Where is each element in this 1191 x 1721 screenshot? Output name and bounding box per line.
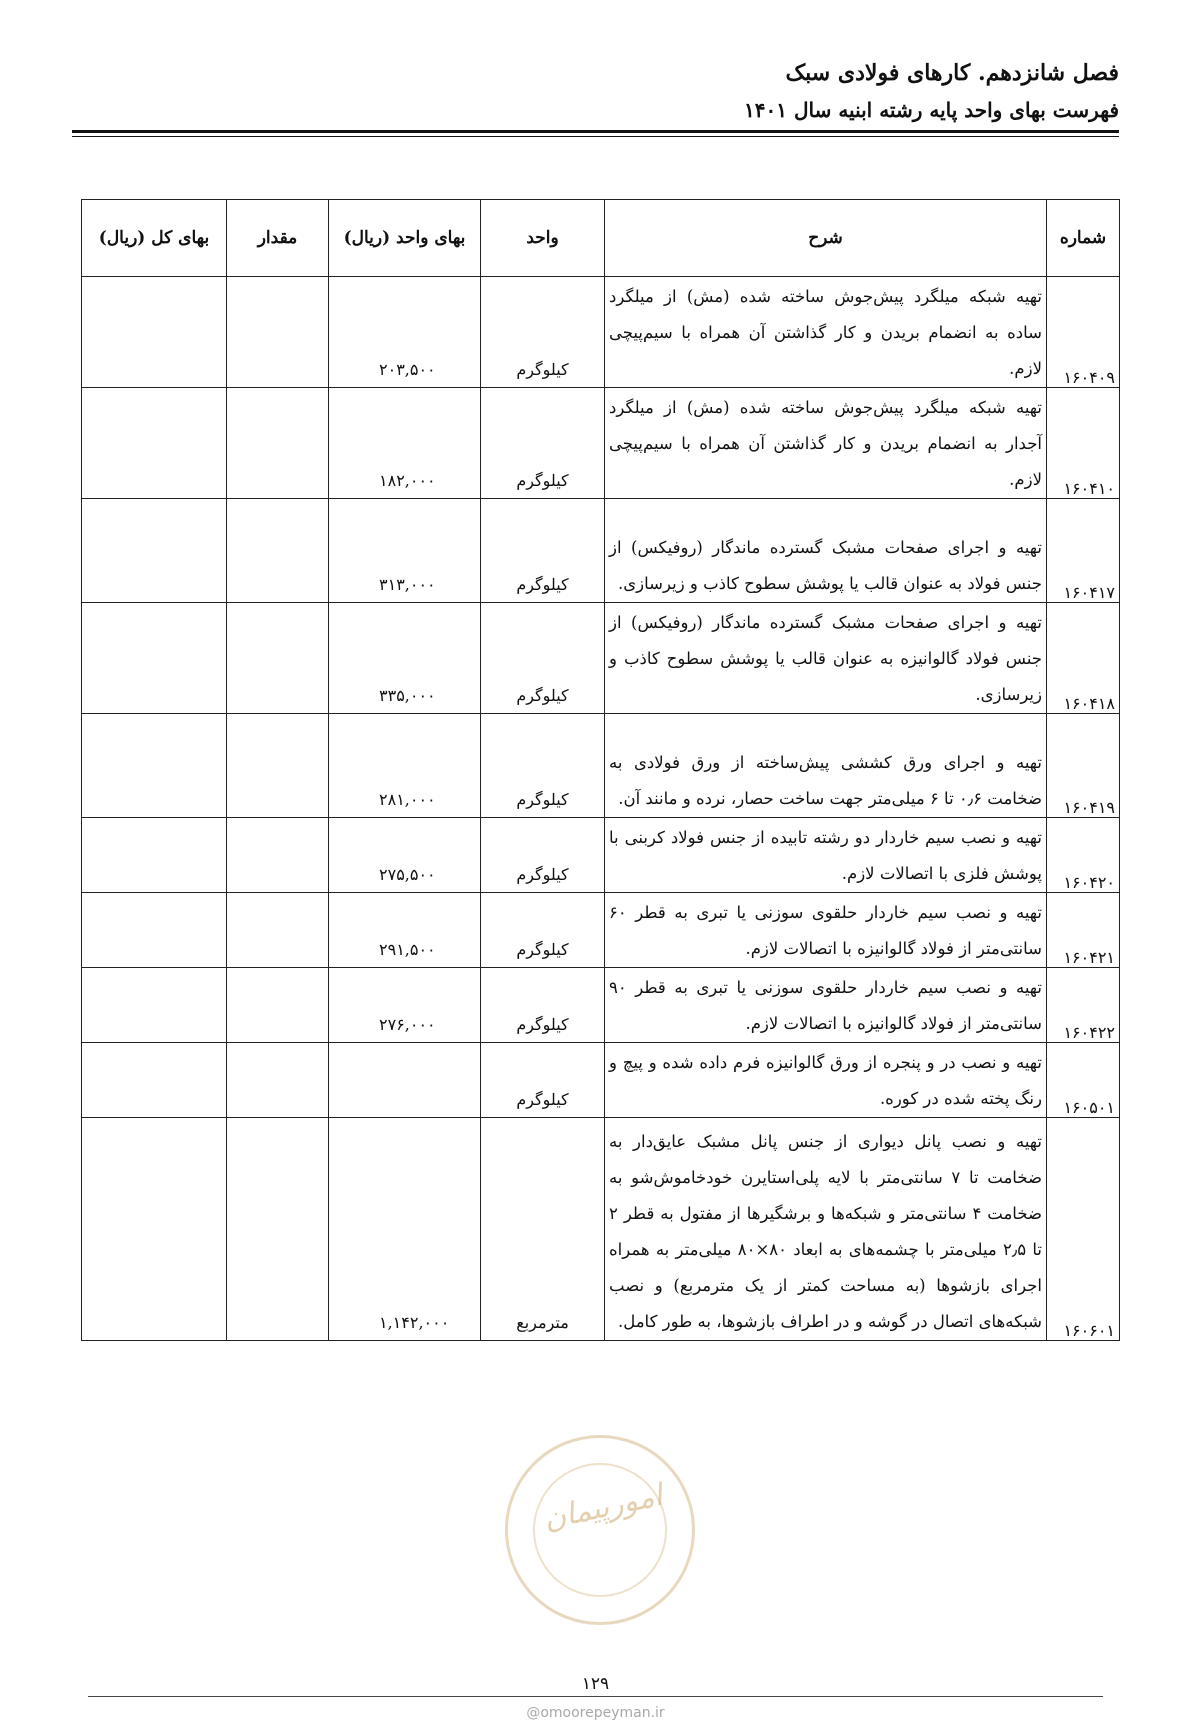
table-row [82, 968, 1120, 1043]
chapter-title: فصل شانزدهم. کارهای فولادی سبک [785, 60, 1119, 86]
item-number: ۱۶۰۴۱۷ [1047, 499, 1120, 603]
col-header-number: شماره [1047, 200, 1120, 277]
item-unit: کیلوگرم [481, 388, 605, 499]
item-total-price [82, 277, 227, 388]
item-quantity [227, 388, 329, 499]
footer-rule [88, 1696, 1103, 1697]
table-header-row [82, 200, 1120, 277]
item-unit-price: ۲۷۵,۵۰۰ [329, 818, 481, 893]
item-number: ۱۶۰۴۲۲ [1047, 968, 1120, 1043]
item-unit: کیلوگرم [481, 1043, 605, 1118]
item-total-price [82, 968, 227, 1043]
item-unit: کیلوگرم [481, 893, 605, 968]
table-row [82, 893, 1120, 968]
item-number: ۱۶۰۴۲۱ [1047, 893, 1120, 968]
col-header-total-price: بهای کل (ریال) [82, 200, 227, 277]
header-rule-thin [72, 136, 1119, 137]
item-quantity [227, 499, 329, 603]
website-watermark: @omoorepeyman.ir [526, 1705, 665, 1721]
watermark-logo-script: امورپیمان [540, 1477, 666, 1538]
table-row [82, 277, 1120, 388]
item-unit: مترمربع [481, 1118, 605, 1341]
price-list-title: فهرست بهای واحد پایه رشته ابنیه سال ۱۴۰۱ [744, 98, 1119, 122]
col-header-description: شرح [605, 200, 1047, 277]
item-total-price [82, 388, 227, 499]
item-number: ۱۶۰۴۱۸ [1047, 603, 1120, 714]
item-description: تهیه و نصب پانل دیواری از جنس پانل مشبک عایق‌دار به ضخامت تا ۷ سانتی‌متر با لایه پلی‌استایرن خودخاموش‌شو به ضخامت ۴ سانتی‌متر و شبکه‌ها و برشگیرها از مفتول به قطر ۲ تا ۲٫۵ میلی‌متر با چشمه‌های به ابعاد ۸۰×۸۰ میلی‌متر به همراه اجرای بازشوها (به مساحت کمتر از یک مترمربع) و نصب شبکه‌های اتصال در گوشه و در اطراف بازشوها، به طور کامل. [605, 1118, 1047, 1341]
item-unit-price: ۳۳۵,۰۰۰ [329, 603, 481, 714]
item-unit-price: ۳۱۳,۰۰۰ [329, 499, 481, 603]
item-number: ۱۶۰۴۰۹ [1047, 277, 1120, 388]
item-description: تهیه و اجرای صفحات مشبک گسترده ماندگار (روفیکس) از جنس فولاد گالوانیزه به عنوان قالب یا پوشش سطوح کاذب و زیرسازی. [605, 603, 1047, 714]
item-quantity [227, 818, 329, 893]
item-quantity [227, 1118, 329, 1341]
table-row [82, 818, 1120, 893]
header-rule-thick [72, 130, 1119, 133]
item-number: ۱۶۰۴۲۰ [1047, 818, 1120, 893]
item-unit: کیلوگرم [481, 499, 605, 603]
table-row [82, 1043, 1120, 1118]
table-row [82, 714, 1120, 818]
item-number: ۱۶۰۶۰۱ [1047, 1118, 1120, 1341]
item-unit: کیلوگرم [481, 603, 605, 714]
item-description: تهیه شبکه میلگرد پیش‌جوش ساخته شده (مش) از میلگرد آجدار به انضمام بریدن و کار گذاشتن آن همراه با سیم‌پیچی لازم. [605, 388, 1047, 499]
table-row [82, 388, 1120, 499]
item-unit: کیلوگرم [481, 968, 605, 1043]
item-unit-price: ۲۰۳,۵۰۰ [329, 277, 481, 388]
item-total-price [82, 714, 227, 818]
col-header-quantity: مقدار [227, 200, 329, 277]
item-number: ۱۶۰۵۰۱ [1047, 1043, 1120, 1118]
item-total-price [82, 1118, 227, 1341]
item-description: تهیه و نصب در و پنجره از ورق گالوانیزه فرم داده شده و پیچ و رنگ پخته شده در کوره. [605, 1043, 1047, 1118]
page-number: ۱۲۹ [581, 1674, 610, 1694]
item-description: تهیه و نصب سیم خاردار دو رشته تابیده از جنس فولاد کربنی با پوشش فلزی با اتصالات لازم. [605, 818, 1047, 893]
item-quantity [227, 714, 329, 818]
item-total-price [82, 603, 227, 714]
item-quantity [227, 277, 329, 388]
price-table [81, 199, 1120, 1341]
item-quantity [227, 968, 329, 1043]
table-row [82, 499, 1120, 603]
item-total-price [82, 893, 227, 968]
item-unit-price: ۱,۱۴۲,۰۰۰ [329, 1118, 481, 1341]
item-description: تهیه شبکه میلگرد پیش‌جوش ساخته شده (مش) از میلگرد ساده به انضمام بریدن و کار گذاشتن آن همراه با سیم‌پیچی لازم. [605, 277, 1047, 388]
table-body [82, 277, 1120, 1341]
item-unit-price: ۲۸۱,۰۰۰ [329, 714, 481, 818]
item-number: ۱۶۰۴۱۹ [1047, 714, 1120, 818]
item-unit: کیلوگرم [481, 818, 605, 893]
item-unit: کیلوگرم [481, 714, 605, 818]
item-total-price [82, 499, 227, 603]
item-unit: کیلوگرم [481, 277, 605, 388]
item-description: تهیه و اجرای صفحات مشبک گسترده ماندگار (روفیکس) از جنس فولاد به عنوان قالب یا پوشش سطوح کاذب و زیرسازی. [605, 499, 1047, 603]
item-quantity [227, 603, 329, 714]
item-description: تهیه و نصب سیم خاردار حلقوی سوزنی یا تبری به قطر ۹۰ سانتی‌متر از فولاد گالوانیزه با اتصالات لازم. [605, 968, 1047, 1043]
col-header-unit: واحد [481, 200, 605, 277]
item-number: ۱۶۰۴۱۰ [1047, 388, 1120, 499]
item-unit-price: ۱۸۲,۰۰۰ [329, 388, 481, 499]
col-header-unit-price: بهای واحد (ریال) [329, 200, 481, 277]
table-row [82, 1118, 1120, 1341]
item-quantity [227, 1043, 329, 1118]
item-unit-price [329, 1043, 481, 1118]
item-unit-price: ۲۷۶,۰۰۰ [329, 968, 481, 1043]
item-unit-price: ۲۹۱,۵۰۰ [329, 893, 481, 968]
omoore-peyman-watermark-logo [505, 1435, 695, 1625]
table-row [82, 603, 1120, 714]
item-description: تهیه و نصب سیم خاردار حلقوی سوزنی یا تبری به قطر ۶۰ سانتی‌متر از فولاد گالوانیزه با اتصالات لازم. [605, 893, 1047, 968]
item-description: تهیه و اجرای ورق کششی پیش‌ساخته از ورق فولادی به ضخامت ۰٫۶ تا ۶ میلی‌متر جهت ساخت حصار، نرده و مانند آن. [605, 714, 1047, 818]
item-total-price [82, 1043, 227, 1118]
item-total-price [82, 818, 227, 893]
item-quantity [227, 893, 329, 968]
